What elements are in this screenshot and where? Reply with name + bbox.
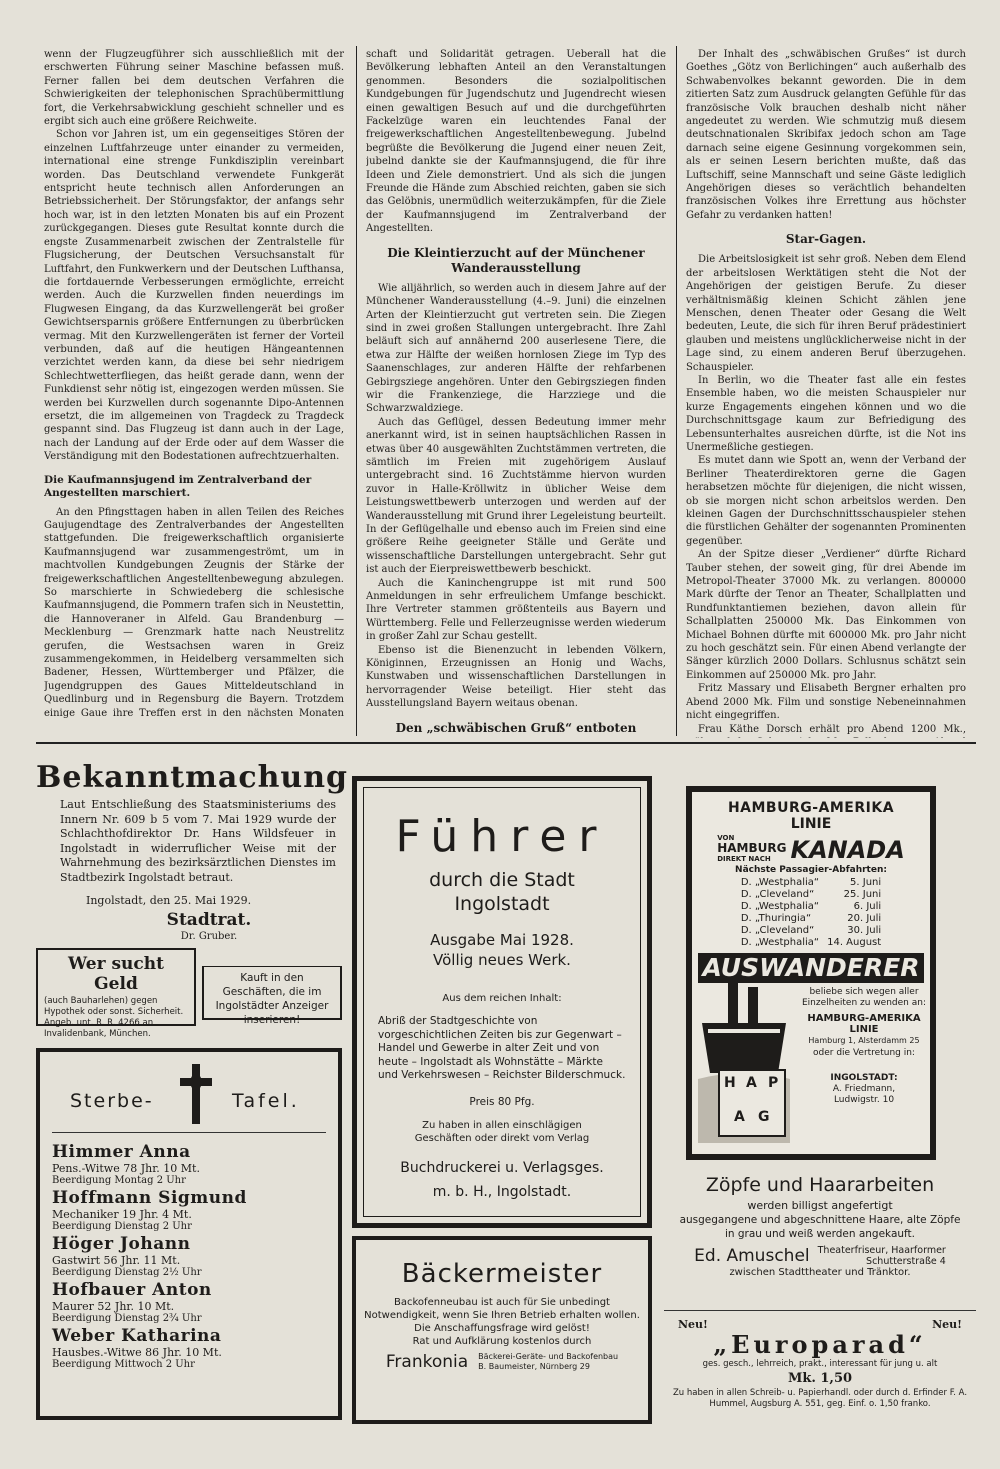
obituary-burial: Beerdigung Mittwoch 2 Uhr [52, 1359, 195, 1370]
hapag-turn: beliebe sich wegen aller Einzelheiten zu wenden an: [802, 987, 926, 1008]
obituary-info: Mechaniker 19 Jhr. 4 Mt. [52, 1208, 192, 1221]
hair-ad-address [818, 1245, 946, 1267]
europarad-neu-left: Neu! [678, 1318, 708, 1331]
hapag-logo-letter: H [724, 1075, 736, 1091]
table-cell: D. „Westphalia“ [740, 877, 820, 888]
hapag-logo-letter: A [734, 1109, 745, 1125]
hair-ad-title: Zöpfe und Haararbeiten [705, 1174, 935, 1196]
obituary-title-right: Tafel. [232, 1090, 300, 1112]
city-guide-edition: Ausgabe Mai 1928. [430, 931, 574, 949]
paragraph: Der Inhalt des „schwäbischen Grußes“ ist durch Goethes „Götz von Berlichingen“ auch außerhalb des Schwabenvolkes bekannt geworden. Die in dem zitierten Satz zum Ausdruck gelangten Gefühle für das französische Volk brauchen deshalb nicht näher angedeutet zu werden. Wie schmutzig muß diesem deutschnationalen Skribifax jedoch schon am Tage darnach seine eigene Gesinnung vorgekommen sein, als er seinen Lesern berichten mußte, daß das Luftschiff, seine Mannschaft und seine Gäste lediglich Angehörigen dieses so verächtlich behandelten französischen Volkes ihre Errettung aus höchster Gefahr zu verdanken hatten! [686, 49, 966, 221]
paragraph: An den Pfingsttagen haben in allen Teilen des Reiches Gaujugendtage des Zentralverbandes der Angestellten stattgefunden. Die freigewerkschaftlich organisierte Kaufmannsjugend war zusammengeströmt, um in machtvollen Kundgebungen Zeugnis der Stärke der freigewerkschaftlichen Angestelltenbewegung abzulegen. So marschierte in Schwiedeberg die schlesische Kaufmannsjugend, die Pommern trafen sich in Neustettin, die Hannoveraner in Alfeld. Gau Brandenburg — Mecklenburg — Grenzmark hatte nach Neustrelitz gerufen, die Westsachsen waren in Greiz zusammengekommen, in Heidelberg versammelten sich Badener, Hessen, Württemberger und Pfälzer, die Jugendgruppen des Gaues Mitteldeutschland in Quedlinburg und in Regensburg die Bayern. Trotzdem einige Gaue ihre Treffen erst in den nächsten Monaten [44, 506, 344, 718]
obituary-title-left: Sterbe- [70, 1090, 154, 1112]
table-row [737, 877, 885, 889]
city-guide-publisher2: m. b. H., Ingolstadt. [432, 1183, 572, 1200]
table-cell: 25. Juni [843, 889, 882, 900]
loan-ad-title: Wer sucht Geld [68, 954, 164, 994]
hapag-ad [686, 786, 936, 1160]
headline-kleintierzucht: Die Kleintierzucht auf der Münchener Wanderausstellung [387, 245, 645, 275]
hapag-line1: HAMBURG-AMERIKA [727, 800, 895, 816]
paragraph: Auch die Kaninchengruppe ist mit rund 500 Anmeldungen in sehr erfreulichem Umfange beschickt. Ihre Vertreter stammen größtenteils aus Bayern und Württemberg. Felle und Fellerzeugnisse werden wiederum in großer Zahl zur Schau gestellt. [366, 577, 666, 643]
announcement-sign: Stadtrat. [166, 910, 252, 930]
table-cell: D. „Westphalia“ [740, 937, 820, 948]
article-column-3 [686, 48, 966, 738]
table-cell: D. „Thuringia“ [740, 913, 812, 924]
column-rule [676, 46, 677, 736]
city-guide-publisher1: Buchdruckerei u. Verlagsges. [400, 1159, 604, 1176]
city-guide-inner [363, 787, 641, 1217]
hapag-agent: A. Friedmann, [832, 1084, 896, 1094]
paragraph: Die Arbeitslosigkeit ist sehr groß. Neben dem Elend der arbeitslosen Werktätigen steht die Not der Angehörigen der geistigen Berufe. Zu dieser verhältnismäßig kleinen Schicht zählen jene Menschen, denen Theater oder Gesang die Welt bedeuten, Leute, die sich für ihren Beruf prädestiniert glauben und meistens unglücklicherweise nicht in der Lage sind, zu einem anderen Beruf überzugehen. Schauspieler. [686, 254, 966, 373]
paragraph: Ebenso ist die Bienenzucht in lebenden Völkern, Königinnen, Erzeugnissen an Honig und Wachs, Kunstwaben und wissenschaftlichen Darstellungen in hervorragender Weise beteiligt. Hier steht das Ausstellungsland Bayern weitaus obenan. [366, 644, 666, 710]
hapag-contact [798, 987, 930, 1106]
announcement-title: Bekanntmachung [36, 760, 349, 795]
hapag-auswanderer: AUSWANDERER [698, 953, 924, 983]
paragraph: Fritz Massary und Elisabeth Bergner erhalten pro Abend 2000 Mk. Film und sonstige Nebeneinnahmen nicht eingegriffen. [686, 683, 966, 722]
hair-ad-name: Ed. Amuschel [694, 1246, 810, 1266]
city-guide-new: Völlig neues Werk. [433, 951, 571, 969]
obituary-name: Himmer Anna [52, 1142, 191, 1162]
list-item [52, 1281, 326, 1325]
obituary-info: Pens.-Witwe 78 Jhr. 10 Mt. [52, 1162, 200, 1175]
hapag-direkt: DIREKT NACH [717, 855, 771, 863]
city-guide-sub1: durch die Stadt [429, 869, 575, 891]
obituary-info: Hausbes.-Witwe 86 Jhr. 10 Mt. [52, 1346, 222, 1359]
hapag-or: oder die Vertretung in: [813, 1048, 915, 1058]
hair-ad-footer [664, 1245, 976, 1267]
obituary-burial: Beerdigung Dienstag 2 Uhr [52, 1221, 192, 1232]
table-cell: 20. Juli [847, 913, 882, 924]
baker-ad-brand: Frankonia [385, 1352, 469, 1372]
obituary-board [36, 1048, 342, 1420]
headline-schwaebischer-gruss: Den „schwäbischen Gruß“ entboten [395, 720, 637, 735]
obituary-list [52, 1133, 326, 1371]
loan-ad [36, 948, 196, 1039]
hair-ad-addr1: Theaterfriseur, Haarformer [817, 1245, 946, 1256]
paragraph: Auch das Geflügel, dessen Bedeutung immer mehr anerkannt wird, ist in seinen hauptsächlichen Rassen in etwas über 40 ausgewählten Zuchtstämmen vertreten, die sämtlich im Freien mit zugehörigem Auslauf untergebracht sind. 16 Zuchtstämme hiervon wurden zuvor in Halle-Kröllwitz in üblicher Weise dem Leistungswettbewerb unterzogen und werden auf der Wanderausstellung mit Grund ihrer Legeleistung beurteilt. In der Geflügelhalle und ebenso auch im Freien sind eine größere Reihe geeigneter Ställe und Geräte und wissenschaftliche Darstellungen untergebracht. Sehr gut ist auch der Eierpreiswettbewerb beschickt. [366, 416, 666, 576]
table-cell: 6. Juli [853, 901, 882, 912]
hair-ad [664, 1168, 976, 1311]
hapag-next: Nächste Passagier-Abfahrten: [735, 865, 887, 875]
hapag-sailings [737, 877, 885, 949]
announcement-date: Ingolstadt, den 25. Mai 1929. [86, 894, 252, 907]
list-item [52, 1143, 326, 1187]
hapag-logo [718, 1069, 786, 1137]
table-row [737, 889, 885, 901]
paragraph: Wie alljährlich, so werden auch in diesem Jahre auf der Münchener Wanderausstellung (4.–9. Juni) die einzelnen Arten der Kleintierzucht gut vertreten sein. Die Ziegen sind in zwei großen Stallungen untergebracht. Ihre Zahl beläuft sich auf annähernd 200 auserlesene Tiere, die etwa zur Hälfte der weißen hornlosen Ziege im Typ des Saanenschlages, zur anderen Hälfte der rehfarbenen Gebirgsziege angehören. Unter den Gebirgsziegen finden wir die Frankenziege, die Harzziege und die Schwarzwaldziege. [366, 282, 666, 415]
obituary-info: Gastwirt 56 Jhr. 11 Mt. [52, 1254, 181, 1267]
obituary-burial: Beerdigung Montag 2 Uhr [52, 1175, 186, 1186]
baker-ad [352, 1236, 652, 1424]
list-item [52, 1327, 326, 1371]
headline-kaufmannsjugend: Die Kaufmannsjugend im Zentralverband der Angestellten marschiert. [44, 473, 312, 499]
hapag-logo-letter: G [758, 1109, 770, 1125]
hapag-hamburg: HAMBURG [717, 841, 787, 855]
announcement-body: Laut Entschließung des Staatsministeriums des Innern Nr. 609 b 5 vom 7. Mai 1929 wurde der Schlachthofdirektor Dr. Hans Wildsfeuer in Ingolstadt in widerruflicher Weise mit der Wahrnehmung des bezirksärztlichen Dienstes im Stadtbezirk Ingolstadt betraut. [60, 798, 336, 884]
city-guide-sub2: Ingolstadt [454, 893, 550, 915]
hapag-company: HAMBURG-AMERIKA LINIE [807, 1013, 921, 1035]
obituary-name: Hofbauer Anton [52, 1280, 212, 1300]
hapag-route-from [717, 834, 786, 863]
obituary-name: Weber Katharina [52, 1326, 222, 1346]
obituary-name: Hoffmann Sigmund [52, 1188, 247, 1208]
baker-ad-title: Bäckermeister [401, 1259, 603, 1289]
paragraph: Schon vor Jahren ist, um ein gegenseitiges Stören der einzelnen Luftfahrzeuge unter einander zu vermeiden, international eine strenge Funkdisziplin vereinbart worden. Das Deutschland verwendete Funkgerät entspricht heute technisch allen Anforderungen an Betriebssicherheit. Der Störungsfaktor, der anfangs sehr hoch war, ist in den letzten Monaten bis auf ein Prozent zurückgegangen. Dieses gute Resultat konnte durch die engste Zusammenarbeit zwischen der Zentralstelle für Flugsicherung, der Deutschen Versuchsanstalt für Luftfahrt, den Funkwerkern und der Deutschen Lufthansa, die fortdauernde Verbesserungen ermöglichte, erreicht werden. Auch die Kurzwellen finden neuerdings im Flugwesen Eingang, da das Kurzwellengerät bei großer Gewichtsersparnis größere Entfernungen zu überbrücken vermag. Mit den Kurzwellengeräten ist ferner der Vorteil verbunden, daß auf die heutigen Hängeantennen verzichtet werden kann, da diese bei sehr niedrigem Schlechtwetterfliegen, das heißt gerade dann, wenn der Funkdienst sehr nötig ist, eingezogen werden müssen. Sie werden bei Kurzwellen durch sogenannte Dipo-Antennen ersetzt, die im allgemeinen von Tragdeck zu Tragdeck gespannt sind. Das Flugzeug ist dann auch in der Lage, nach der Landung auf der Erde oder auf dem Wasser die Verständigung mit den Bodestationen aufrechtzuerhalten. [44, 129, 344, 463]
list-item [52, 1189, 326, 1233]
shop-local-text: Kauft in den Geschäften, die im Ingolstädter Anzeiger inserieren! [215, 972, 329, 1026]
paragraph: wenn der Flugzeugführer sich ausschließlich mit der erschwerten Führung seiner Maschine befassen muß. Ferner fallen bei dem deutschen Verfahren die Schwierigkeiten der telephonischen Sprachübermittlung fort, die Verkehrsabwicklung geschieht schneller und es ergibt sich auch eine größere Reichweite. [44, 49, 344, 128]
baker-ad-body: Backofenneubau ist auch für Sie unbedingt Notwendigkeit, wenn Sie Ihren Betrieb erhalten wollen. Die Anschaffungsfrage wird gelöst! [364, 1297, 640, 1334]
obituary-name: Höger Johann [52, 1234, 191, 1254]
europarad-title: „Europarad“ [713, 1330, 927, 1359]
obituary-header [52, 1060, 326, 1133]
table-row [737, 901, 885, 913]
hair-ad-line2: ausgegangene und abgeschnittene Haare, alte Zöpfe in grau und weiß werden angekauft. [679, 1214, 961, 1240]
europarad-where: Zu haben in allen Schreib- u. Papierhandl. oder durch d. Erfinder F. A. Hummel, Augsburg A. 551, geg. Einf. o. 1,50 franko. [672, 1388, 968, 1409]
table-cell: 5. Juni [850, 877, 882, 888]
city-guide-ad [352, 776, 652, 1228]
hapag-city: INGOLSTADT: [830, 1073, 898, 1083]
hapag-agent-addr: Ludwigstr. 10 [833, 1095, 895, 1105]
paragraph: In Berlin, wo die Theater fast alle ein festes Ensemble haben, wo die meisten Schauspieler nur kurze Engagements eingehen können und wo die Durchschnittsgage kaum zur Befriedigung des Lebensunterhaltes ausreichen dürfte, ist die Not ins Unermeßliche gestiegen. [686, 374, 966, 453]
obituary-burial: Beerdigung Dienstag 2¾ Uhr [52, 1313, 202, 1324]
table-cell: 30. Juli [847, 925, 882, 936]
hapag-logo-letter: A [746, 1075, 757, 1091]
europarad-desc: ges. gesch., lehrreich, prakt., interessant für jung u. alt [702, 1359, 938, 1369]
loan-ad-body: (auch Bauharlehen) gegen Hypothek oder sonst. Sicherheit. Angeb. unt. R. R. 4266 an Invalidenbank, München. [44, 996, 184, 1039]
column-rule [356, 46, 357, 736]
list-item [52, 1235, 326, 1279]
shop-local-ad [202, 966, 342, 1026]
city-guide-price: Preis 80 Pfg. [469, 1095, 535, 1108]
city-guide-title: Führer [395, 811, 609, 862]
hapag-von: VON [717, 834, 735, 842]
cross-icon [176, 1062, 216, 1126]
europarad-price: Mk. 1,50 [787, 1371, 853, 1386]
obituary-burial: Beerdigung Dienstag 2½ Uhr [52, 1267, 202, 1278]
hapag-kanada: KANADA [790, 836, 905, 864]
baker-ad-addr1: Bäckerei-Geräte- und Backofenbau [478, 1352, 619, 1361]
hair-ad-line1: werden billigst angefertigt [747, 1199, 893, 1212]
hapag-route [702, 834, 920, 863]
hapag-company-addr: Hamburg 1, Alsterdamm 25 [808, 1036, 920, 1045]
article-column-2 [366, 48, 666, 738]
article-column-1 [44, 48, 344, 718]
hair-ad-addr2: Schutterstraße 4 [866, 1256, 946, 1267]
baker-ad-address [478, 1352, 618, 1372]
city-guide-where: Zu haben in allen einschlägigen Geschäften oder direkt vom Verlag [414, 1119, 590, 1144]
table-cell: D. „Westphalia“ [740, 901, 820, 912]
city-guide-contents-head: Aus dem reichen Inhalt: [442, 993, 562, 1004]
table-cell: D. „Cleveland“ [740, 889, 815, 900]
headline-star-gagen: Star-Gagen. [785, 232, 867, 247]
hapag-bottom [702, 983, 926, 1143]
hapag-logo-letter: P [768, 1075, 779, 1091]
hapag-line2: LINIE [790, 816, 832, 832]
baker-ad-footer [364, 1352, 640, 1372]
baker-ad-addr2: B. Baumeister, Nürnberg 29 [478, 1362, 590, 1371]
europarad-ad [664, 1318, 976, 1418]
table-row [737, 937, 885, 949]
paragraph: schaft und Solidarität getragen. Ueberall hat die Bevölkerung lebhaften Anteil an den Veranstaltungen genommen. Besonders die sozialpolitischen Kundgebungen für Jugendschutz und Jugendrecht wiesen einen gewaltigen Besuch auf und die durchgeführten Fackelzüge waren ein leuchtendes Fanal der freigewerkschaftlichen Angestelltenbewegung. Jubelnd begrüßte die Bevölkerung die Jugend einer neuen Zeit, jubelnd dankte sie der Kaufmannsjugend, die für ihre Ideen und Ziele demonstriert. Und als sich die jungen Freunde die Hände zum Abschied reichten, gaben sie sich das Gelöbnis, unermüdlich weiterzukämpfen, für die Ziele der Kaufmannsjugend im Zentralverband der Angestellten. [366, 49, 666, 235]
table-cell: 14. August [827, 937, 882, 948]
europarad-neu-right: Neu! [932, 1318, 962, 1331]
baker-ad-sub: Rat und Aufklärung kostenlos durch [412, 1336, 592, 1347]
paragraph: Es mutet dann wie Spott an, wenn der Verband der Berliner Theaterdirektoren gerne die Gagen herabsetzen möchte für diejenigen, die nicht wissen, ob sie morgen nicht schon arbeitslos werden. Den kleinen Gagen der Durchschnittsschauspieler stehen die fürstlichen Gehälter der sogenannten Prominenten gegenüber. [686, 455, 966, 547]
paragraph: An der Spitze dieser „Verdiener“ dürfte Richard Tauber stehen, der soweit ging, für drei Abende im Metropol-Theater 37000 Mk. zu verlangen. 800000 Mark dürfte der Tenor an Theater, Schallplatten und Rundfunktantiemen beziehen, davon allein für Schallplatten 250000 Mk. Das Einkommen von Michael Bohnen dürfte mit 600000 Mk. pro Jahr nicht zu hoch geschätzt sein. Für einen Abend verlangte der Sänger kürzlich 2000 Dollars. Schlusnus schätzt sein Einkommen auf 250000 Mk. pro Jahr. [686, 549, 966, 681]
paragraph: Frau Käthe Dorsch erhält pro Abend 1200 Mk., [698, 723, 966, 735]
announcement-signer: Dr. Gruber. [180, 931, 238, 942]
city-guide-contents: Abriß der Stadtgeschichte von vorgeschichtlichen Zeiten bis zur Gegenwart – Handel und Gewerbe in alter Zeit und von heute – Ingolstadt als Wohnstätte – Märkte und Verkehrswesen – Reichster Bilderschmuck. [378, 1015, 626, 1081]
table-row [737, 925, 885, 937]
announcement-ad [36, 760, 349, 942]
table-cell: D. „Cleveland“ [740, 925, 815, 936]
table-row [737, 913, 885, 925]
section-divider [36, 742, 976, 744]
hair-ad-addr3: zwischen Stadttheater und Tränktor. [729, 1267, 911, 1278]
obituary-info: Maurer 52 Jhr. 10 Mt. [52, 1300, 175, 1313]
